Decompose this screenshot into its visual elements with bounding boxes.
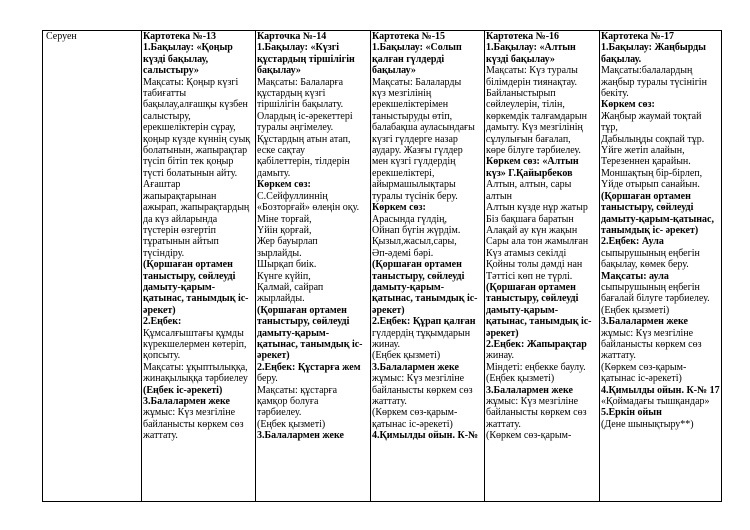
card-line: Міне торғай, (257, 213, 312, 225)
card-line: Мақсаты: ұқыптылыққа, (143, 361, 248, 373)
card-line: 2.Еңбек: (143, 316, 182, 328)
card-line: жапырақтарынан (143, 190, 217, 202)
card-line: (Еңбек қызметі) (486, 373, 555, 385)
card-line: тұратынын айтып (143, 236, 219, 248)
card-line: қопсыту. (143, 350, 181, 362)
card-line: (Еңбек қызметі) (257, 418, 326, 430)
card-column-14 (256, 31, 371, 502)
card-line: түсіндіру. (143, 247, 185, 259)
card-line: Қойны толы дәмді нан (486, 259, 583, 271)
card-line: Қалмай, сайрап (257, 281, 324, 293)
card-line: Картотека №-16 (486, 31, 560, 42)
card-line: Мақсаты: құстарға (257, 384, 338, 396)
card-line: Арасында гүлдің, (372, 213, 448, 225)
card-line: танымдық іс- әрекет) (601, 224, 699, 236)
card-line: туралы әңгімелеу. (257, 122, 334, 134)
card-line: таныстыру, сөйлеуді (486, 293, 579, 305)
card-column-13 (142, 31, 256, 502)
card-line: беру. (257, 373, 278, 385)
card-line: балабақша ауласындағы (372, 122, 475, 134)
card-line: 1.Бақылау: «Күзгі (257, 42, 340, 54)
card-line: Картотека №-15 (372, 31, 446, 42)
card-line: дамыту-қарым- (257, 327, 330, 339)
card-line: жұмыс: Күз мезгіліне (372, 373, 465, 385)
card-line: 1.Бақылау: «Солып (372, 42, 462, 54)
card-line: дамыту-қарым- (486, 304, 559, 316)
card-line: бақылау,алғашқы күзбен (143, 99, 248, 111)
card-line: 3.Балалармен жеке (372, 361, 459, 373)
card-line: Күз атамыз секілді (486, 247, 567, 259)
card-line: байланысты көркем сөз (372, 384, 473, 396)
card-line: қатынас іс-әрекеті) (601, 373, 682, 385)
card-line: (Қоршаған ортамен (601, 190, 691, 202)
card-text-17 (601, 31, 720, 501)
card-line: 1.Бақылау: Жаңбырды (601, 42, 706, 54)
card-line: зырлайды. (257, 247, 302, 259)
card-line: 4.Қимылды ойын. К-№ (372, 430, 479, 442)
card-line: жаттату. (486, 418, 521, 430)
card-line: байланысты көркем сөз (486, 407, 587, 419)
card-line: қоңыр күзде күннің суық (143, 133, 251, 145)
card-line: (Көркем сөз-қарым- (372, 407, 458, 419)
card-line: бекіту. (601, 88, 629, 100)
card-line: Көркем сөз: (257, 179, 311, 191)
card-line: 2.Еңбек: Құрап қалған (372, 316, 476, 328)
card-line: бақылау. (601, 53, 642, 65)
card-line: түстерін өзгертіп (143, 224, 216, 236)
card-line: 3.Балалармен жеке (601, 316, 688, 328)
card-line: еске сақтау (257, 145, 305, 157)
card-line: таныстыру, сөйлеуді (143, 270, 236, 282)
card-line: күзді бақылау, (143, 53, 209, 65)
card-line: құстардың тіршілігін (257, 53, 355, 65)
card-column-16 (485, 31, 600, 502)
card-line: салыстыру, (143, 110, 191, 122)
card-line: (Көркем сөз-қарым- (486, 430, 572, 442)
card-line: әрекет) (486, 327, 519, 339)
card-line: дамыту-қарым- (143, 281, 216, 293)
card-line: Көркем сөз: «Алтын (486, 156, 579, 168)
card-line: қатынас, танымдық іс- (143, 293, 249, 305)
card-line: болатынын, жапырақтар (143, 145, 248, 157)
card-line: сөйлеулерін, тілін, (486, 99, 565, 111)
card-line: ерекшеліктерімен (372, 99, 449, 111)
card-line: Мақсаты: Балаларды (372, 76, 462, 88)
card-line: аудару. Жазғы гүлдер (372, 145, 463, 157)
card-line: Күнге күйіп, (257, 270, 311, 282)
card-line: да күз айларында (143, 213, 218, 225)
card-line: қалған гүлдерді (372, 53, 445, 65)
card-line: білімдерін тиянақтау. (486, 76, 578, 88)
card-line: Құстардың атын атап, (257, 133, 351, 145)
card-line: Моншақтың бір-бірлеп, (601, 167, 703, 179)
card-line: таныстыру, сөйлеуді (372, 270, 465, 282)
card-line: әрекет) (372, 304, 405, 316)
card-line: Біз бақшаға баратын (486, 213, 574, 225)
card-line: Үйін қорғай, (257, 224, 312, 236)
card-line: дамыту-қарым- (372, 281, 445, 293)
card-line: Әп-әдемі бәрі. (372, 247, 434, 259)
card-line: Олардың іс-әрекеттері (257, 110, 353, 122)
card-line: 2.Еңбек: Аула (601, 236, 664, 248)
card-line: Алтын, алтын, сары (486, 179, 572, 191)
card-line: жұмыс: Күз мезгіліне (601, 327, 694, 339)
card-line: күзді бақылау» (486, 53, 555, 65)
card-line: қабілеттерін, тілдерін (257, 156, 350, 168)
card-line: 3.Балалармен жеке (257, 430, 344, 442)
card-line: жырлайды. (257, 293, 305, 305)
card-line: дамыту. Күз мезгілінің (486, 122, 583, 134)
card-line: Мақсаты: Балаларға (257, 76, 344, 88)
card-line: жинақылыққа тәрбиелеу (143, 373, 248, 385)
card-line: 2.Еңбек: Құстарға жем (257, 361, 361, 373)
card-line: ажырап, жапырақтардың (143, 202, 250, 214)
card-line: (Қоршаған ортамен (257, 304, 347, 316)
card-line: ерекшеліктері, (372, 167, 435, 179)
card-line: Карточка №-14 (257, 31, 327, 42)
card-line: Қызыл,жасыл,сары, (372, 236, 457, 248)
card-line: (Қоршаған ортамен (486, 281, 576, 293)
card-text-14 (257, 31, 369, 501)
card-line: жаңбыр туралы түсінігін (601, 76, 707, 88)
card-line: ерекшеліктерін сұрау, (143, 122, 236, 134)
card-line: байланысты көркем сөз (143, 418, 244, 430)
card-line: (Еңбек іс-әрекеті) (143, 384, 223, 396)
card-line: дамыту-қарым-қатынас, (601, 213, 714, 225)
card-line: жаттату. (143, 430, 178, 442)
card-line: қатынас іс-әрекеті) (372, 418, 453, 430)
card-line: Үйге жетіп алайын, (601, 145, 685, 157)
card-line: 1.Бақылау: «Қоңыр (143, 42, 233, 54)
card-line: түсіп бітіп тек қоңыр (143, 156, 234, 168)
card-text-16 (486, 31, 598, 501)
card-line: (Дене шынықтыру**) (601, 418, 694, 430)
card-line: Құмсалғыштағы құмды (143, 327, 244, 339)
card-line: Картотека №-13 (143, 31, 217, 42)
card-line: сыпырушының еңбегін (601, 281, 700, 293)
card-line: құстардың күзгі (257, 88, 326, 100)
card-line: туралы түсінік беру. (372, 190, 458, 202)
card-line: қатынас, танымдық іс- (486, 316, 592, 328)
card-line: «Бозторғай» өлеңін оқу. (257, 202, 360, 214)
card-line: әрекет) (257, 350, 290, 362)
card-line: күрекшелермен көтеріп, (143, 338, 247, 350)
card-line: салыстыру» (143, 65, 199, 77)
card-line: (Қоршаған ортамен (143, 259, 233, 271)
card-line: түсті болатынын айту. (143, 167, 238, 179)
card-line: гүлдердің тұқымдарын (372, 327, 471, 339)
card-line: қатынас, танымдық іс- (257, 338, 363, 350)
card-line: Алтын күзде нұр жатыр (486, 202, 588, 214)
card-line: (Қоршаған ортамен (372, 259, 462, 271)
card-line: Міндеті: еңбекке баулу. (486, 361, 586, 373)
card-line: таныстыруды өтіп, (372, 110, 453, 122)
card-line: табиғатты (143, 88, 187, 100)
card-line: 3.Балалармен жеке (143, 396, 230, 407)
card-line: Сары ала тон жамылған (486, 236, 589, 248)
card-line: жұмыс: Күз мезгіліне (486, 396, 579, 407)
card-line: күз мезгілінің (372, 88, 432, 100)
card-line: Жаңбыр жаумай тоқтай (601, 110, 702, 122)
card-line: Мақсаты: Қоңыр күзгі (143, 76, 239, 88)
card-line: көркемдік талғамдарын (486, 110, 587, 122)
card-line: Көркем сөз: (601, 99, 655, 111)
card-line: жаттату. (372, 396, 407, 407)
card-line: күз» Г.Қайырбеков (486, 167, 573, 179)
category-label: Серуен (46, 31, 77, 42)
card-line: әрекет) (143, 304, 176, 316)
card-line: 4.Қимылды ойын. К-№ 17 (601, 384, 720, 396)
table-row (43, 31, 722, 502)
card-line: бақылау» (372, 65, 416, 77)
card-line: (Еңбек қызметі) (372, 350, 441, 362)
category-cell (43, 31, 142, 502)
card-line: тіршілігін бақылату. (257, 99, 344, 111)
card-line: 3.Балалармен жеке (486, 384, 573, 396)
card-line: 1.Бақылау: «Алтын (486, 42, 576, 54)
card-line: таныстыру, сөйлеуді (257, 316, 350, 328)
card-line: дамыту. (257, 167, 291, 179)
card-line: бақылау» (257, 65, 301, 77)
card-line: мен күзгі гүлдердің (372, 156, 456, 168)
card-line: сұлулығын бағалап, (486, 133, 571, 145)
card-line: жинау. (372, 338, 401, 350)
card-line: Көркем сөз: (372, 202, 426, 214)
card-line: байланысты көркем сөз (601, 338, 702, 350)
card-line: қамқор болуға (257, 396, 319, 407)
card-line: бақылау, көмек беру. (601, 259, 689, 271)
document-table (42, 30, 722, 502)
card-line: айырмашылықтары (372, 179, 456, 191)
card-line: 5.Еркін ойын (601, 407, 662, 419)
card-line: «Қоймадағы тышқандар» (601, 396, 710, 407)
card-line: жаттату. (601, 350, 636, 362)
card-line: бағалай білуге тәрбиелеу. (601, 293, 710, 305)
card-line: Мақсаты: Күз туралы (486, 65, 578, 77)
card-line: күзгі гүлдерге назар (372, 133, 458, 145)
card-line: Терезеннен қарайын. (601, 156, 691, 168)
card-line: көре білуге тәрбиелеу. (486, 145, 581, 157)
card-line: Алақай ау күн жақын (486, 224, 578, 236)
card-line: Тәттісі көп не түрлі. (486, 270, 573, 282)
card-line: Ағаштар (143, 179, 181, 191)
card-line: тәрбиелеу. (257, 407, 302, 419)
card-line: Байланыстырып (486, 88, 556, 100)
card-line: Үйде отырып санайын. (601, 179, 700, 191)
card-line: сыпырушының еңбегін (601, 247, 700, 259)
card-line: қатынас, танымдық іс- (372, 293, 478, 305)
card-column-15 (371, 31, 485, 502)
card-line: тұр, (601, 122, 618, 134)
card-line: Дабылыңды соқпай тұр. (601, 133, 705, 145)
card-text-15 (372, 31, 483, 501)
card-line: Ойнап бүгін жүрдім. (372, 224, 461, 236)
card-line: алтын (486, 190, 512, 202)
card-line: таныстыру, сөйлеуді (601, 202, 694, 214)
card-line: (Көркем сөз-қарым- (601, 361, 687, 373)
card-line: Шырқап биік. (257, 259, 317, 271)
card-line: (Еңбек қызметі) (601, 304, 670, 316)
card-column-17 (600, 31, 722, 502)
card-line: Картотека №-17 (601, 31, 675, 42)
card-line: Мақсаты: аула (601, 270, 669, 282)
card-line: жұмыс: Күз мезгіліне (143, 407, 236, 419)
card-line: Жер бауырлап (257, 236, 318, 248)
card-line: 2.Еңбек: Жапырақтар (486, 338, 587, 350)
card-line: С.Сейфуллиннің (257, 190, 328, 202)
card-text-13 (143, 31, 254, 501)
card-line: жинау. (486, 350, 515, 362)
card-line: Мақсаты:балалардың (601, 65, 693, 77)
